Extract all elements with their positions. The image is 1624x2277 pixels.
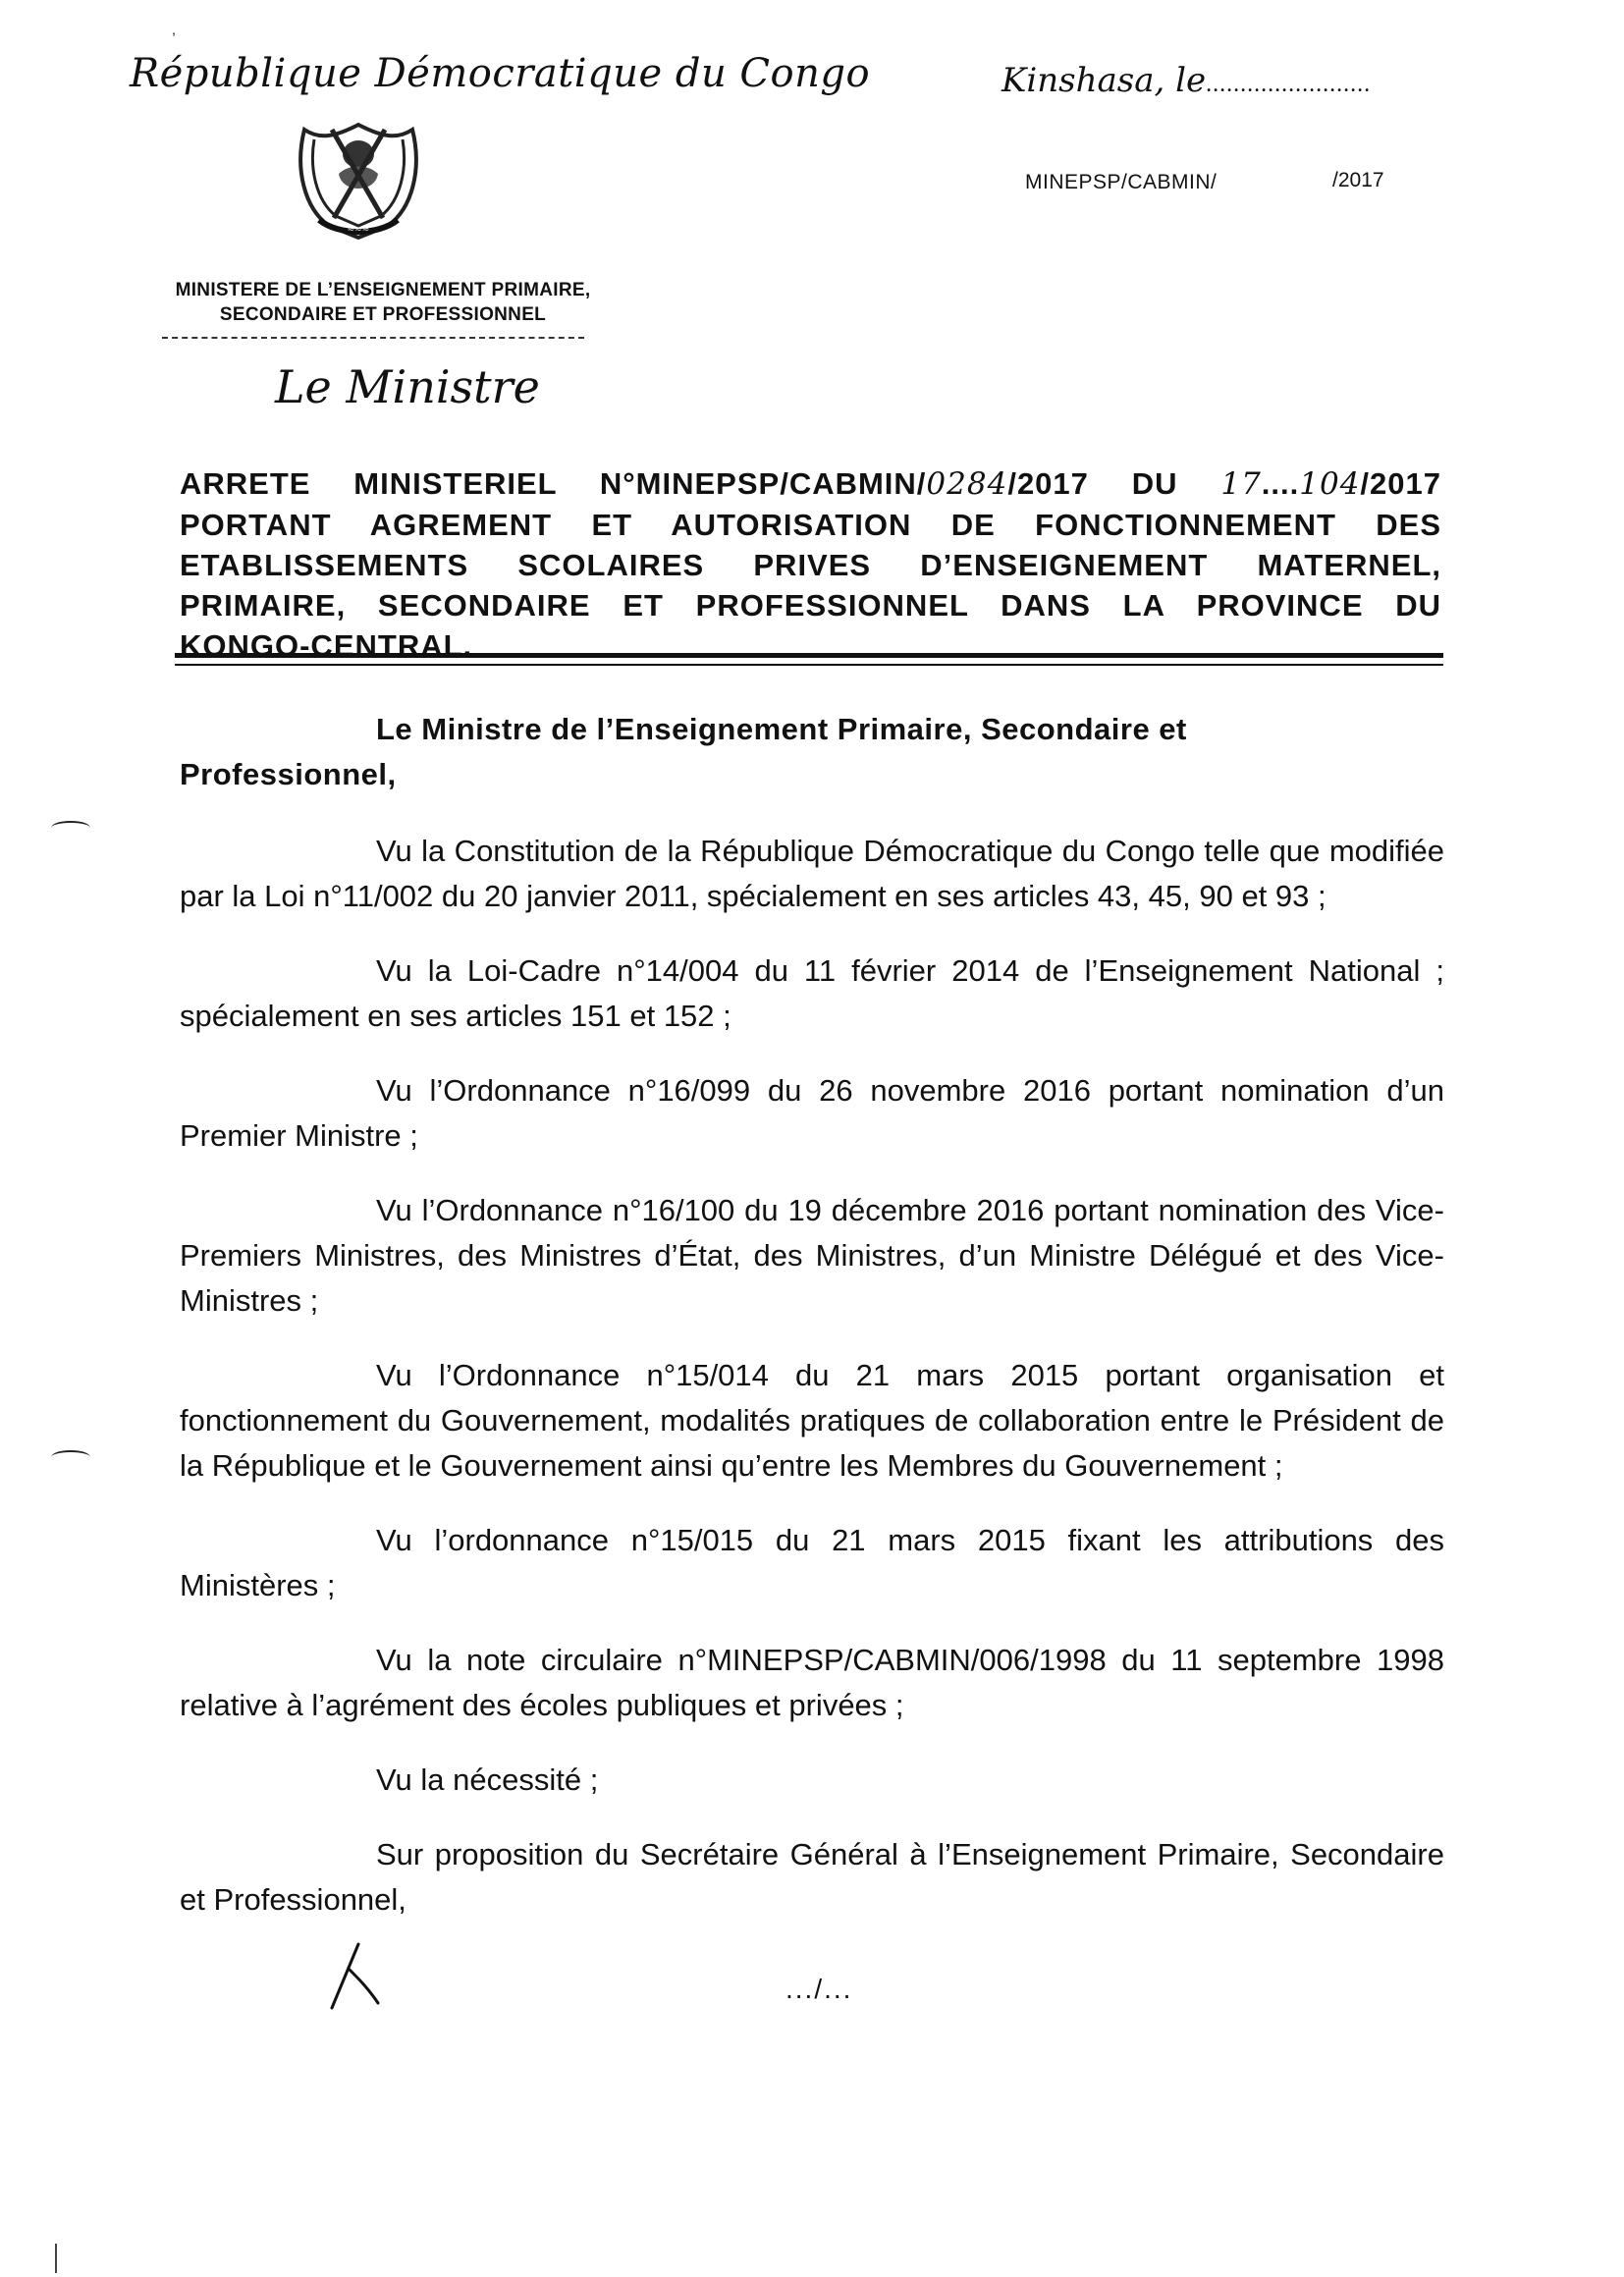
- arrete-ref-suffix: /2017 DU: [1007, 466, 1221, 501]
- consideration-lead: Sur proposition du Secrétaire Général à l’Enseignement Primaire,: [376, 1837, 1279, 1871]
- consideration-lead: Vu la Constitution de la République Démocratique du Congo telle que: [376, 834, 1321, 868]
- consideration-paragraph: [180, 1638, 1444, 1728]
- consideration-lead: Vu la Loi-Cadre n°14/004 du 11 février 2014 de l’Enseignement: [376, 953, 1293, 988]
- place-date: [1001, 61, 1371, 100]
- margin-tick: [55, 2244, 57, 2273]
- continuation-mark: .../...: [785, 1974, 853, 2004]
- consideration-paragraph: [180, 1068, 1444, 1159]
- consideration-rest: 1998 relative à l’agrément des écoles publiques et privées ;: [180, 1643, 1444, 1722]
- arrete-line-5: KONGO-CENTRAL.: [180, 628, 473, 663]
- consideration-rest: fonctionnement du Gouvernement, modalités pratiques de collaboration entre le Président de la République et le Gouvernement ainsi qu’entre les Membres du Gouvernement ;: [180, 1403, 1444, 1483]
- consideration-rest: modifiée par la Loi n°11/002 du 20 janvier 2011, spécialement en ses articles 43, 45, 90 et 93 ;: [180, 834, 1444, 913]
- margin-mark: [51, 1450, 90, 1464]
- margin-tick: ,: [172, 22, 176, 37]
- arrete-date-year: /2017: [1360, 466, 1441, 501]
- consideration-paragraph: [180, 1518, 1444, 1608]
- consideration-paragraph: [180, 1353, 1444, 1489]
- arrete-line-1: [180, 463, 1441, 505]
- consideration-lead: Vu l’ordonnance n°15/015 du 21 mars 2015 fixant les attributions des: [376, 1523, 1444, 1557]
- consideration-rest: Secondaire et Professionnel,: [180, 1837, 1444, 1917]
- republic-title: République Démocratique du Congo: [130, 51, 871, 96]
- consideration-paragraph: [180, 1188, 1444, 1324]
- ministry-line-2: SECONDAIRE ET PROFESSIONNEL: [219, 304, 547, 325]
- consideration-paragraph: [180, 829, 1444, 919]
- consideration-lead: Vu l’Ordonnance n°15/014 du 21 mars 2015 portant organisation et: [376, 1358, 1444, 1392]
- arrete-line-3: ETABLISSEMENTS SCOLAIRES PRIVES D’ENSEIGNEMENT MATERNEL,: [180, 548, 1441, 582]
- consideration-paragraph: [180, 1758, 1444, 1803]
- place-date-label: Kinshasa, le: [1001, 61, 1207, 100]
- consideration-paragraph: [180, 949, 1444, 1039]
- arrete-handwritten-month: 104: [1299, 466, 1361, 502]
- ministry-name: [162, 278, 604, 327]
- svg-text:≈≈≈: ≈≈≈: [347, 225, 370, 235]
- ministry-divider: [162, 337, 584, 339]
- handwritten-initial: [324, 1934, 383, 2013]
- document-body: [180, 707, 1444, 1952]
- arrete-date-dots: ....: [1261, 466, 1300, 501]
- consideration-lead: Vu la note circulaire n°MINEPSP/CABMIN/006/1998 du 11 septembre: [376, 1643, 1362, 1677]
- intro-line-2: Professionnel,: [180, 757, 397, 791]
- arrete-handwritten-day: 17: [1220, 466, 1262, 502]
- consideration-rest: d’un Premier Ministre ;: [180, 1073, 1444, 1153]
- consideration-lead: Vu l’Ordonnance n°16/099 du 26 novembre 2016 portant nomination: [376, 1073, 1370, 1108]
- ministry-line-1: MINISTERE DE L’ENSEIGNEMENT PRIMAIRE,: [175, 280, 591, 300]
- title-underline-thin: [175, 664, 1443, 666]
- arrete-line-4: PRIMAIRE, SECONDAIRE ET PROFESSIONNEL DANS LA PROVINCE DU: [180, 588, 1441, 623]
- margin-mark: [51, 821, 90, 835]
- consideration-rest: Ministères ;: [180, 1568, 336, 1602]
- arrete-title: [180, 463, 1441, 666]
- le-ministre-heading: Le Ministre: [275, 360, 540, 413]
- title-underline-thick: [175, 653, 1443, 658]
- consideration-paragraph: [180, 1832, 1444, 1923]
- arrete-handwritten-number: 0284: [926, 466, 1008, 502]
- consideration-lead: Vu l’Ordonnance n°16/100 du 19 décembre 2016 portant nomination: [376, 1193, 1308, 1227]
- arrete-line-2: PORTANT AGREMENT ET AUTORISATION DE FONCTIONNEMENT DES: [180, 508, 1441, 542]
- reference-number: MINEPSP/CABMIN/: [1025, 171, 1218, 193]
- consideration-rest: des Vice-Premiers Ministres, des Ministres d’État, des Ministres, d’un Ministre Délégué et des Vice-Ministres ;: [180, 1193, 1444, 1318]
- intro-paragraph: [180, 707, 1444, 797]
- coat-of-arms-icon: [285, 110, 432, 247]
- consideration-lead: Vu la nécessité ;: [376, 1762, 599, 1797]
- place-date-dots: ........................: [1206, 72, 1372, 97]
- arrete-ref-prefix: ARRETE MINISTERIEL N°MINEPSP/CABMIN/: [180, 466, 927, 501]
- consideration-rest: National ; spécialement en ses articles 151 et 152 ;: [180, 953, 1444, 1033]
- reference-year: /2017: [1332, 169, 1384, 191]
- intro-line-1: Le Ministre de l’Enseignement Primaire, Secondaire et: [376, 712, 1187, 746]
